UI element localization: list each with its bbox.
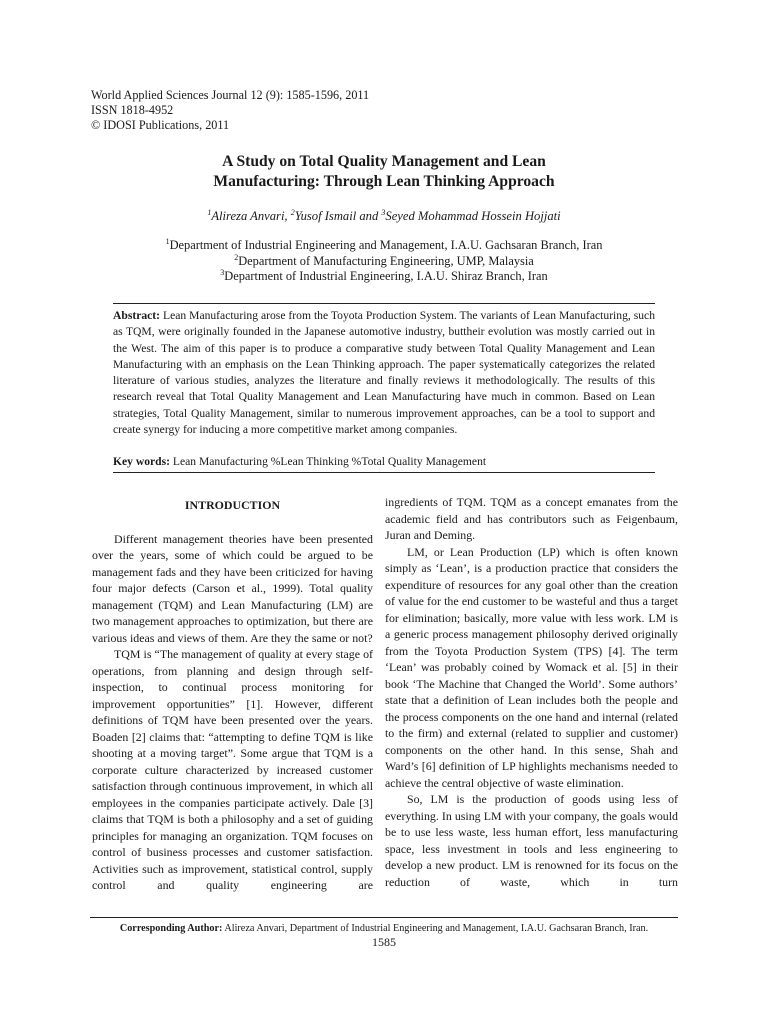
affiliation-2-text: Department of Manufacturing Engineering, UMP, Malaysia bbox=[238, 253, 534, 268]
paragraph: ingredients of TQM. TQM as a concept emanates from the academic field and has contributors such as Feigenbaum, Juran and Deming. bbox=[385, 495, 678, 542]
journal-issn: ISSN 1818-4952 bbox=[91, 103, 174, 117]
paper-title bbox=[100, 152, 668, 192]
affiliation-1-text: Department of Industrial Engineering and Management, I.A.U. Gachsaran Branch, Iran bbox=[169, 238, 603, 252]
abstract-label: Abstract: bbox=[113, 309, 161, 322]
affiliation-3-text: Department of Industrial Engineering, I.A.U. Shiraz Branch, Iran bbox=[224, 269, 548, 283]
affiliation-list bbox=[100, 238, 668, 285]
title-block bbox=[100, 152, 668, 285]
right-column bbox=[385, 494, 678, 890]
author-2-sup: 2 bbox=[290, 208, 295, 217]
corresponding-author bbox=[90, 922, 678, 935]
paragraph: Different management theories have been presented over the years, some of which could be argued to be management fads and they have been criticized for having four major defects (Carson et al., 1999). Total quality management (TQM) and Lean Manufacturing (LM) are two management approaches to optimization, but there are various ideas and views of them. Are they the same or not? bbox=[92, 531, 373, 645]
affiliation-1 bbox=[100, 238, 668, 254]
paragraph: TQM is “The management of quality at every stage of operations, from planning and design through self-inspection, to continual process monitoring for improvement opportunities” [1]. However, different definitions of TQM have been presented over the years. Boaden [2] claims that: “attempting to define TQM is like shooting at a moving target”. Some argue that TQM is a corporate culture characterized by increased customer satisfaction through continuous improvement, in which all employees in the companies participate actively. Dale [3] claims that TQM is both a philosophy and a set of guiding principles for managing an organization. TQM focuses on control of business processes and customer satisfaction. Activities such as improvement, statistical control, supply control and quality engineering are bbox=[92, 647, 373, 892]
author-1: Alireza Anvari, bbox=[211, 209, 291, 223]
journal-citation: World Applied Sciences Journal 12 (9): 1585-1596, 2011 bbox=[91, 88, 370, 102]
corresponding-author-text: Alireza Anvari, Department of Industrial Engineering and Management, I.A.U. Gachsaran Branch, Iran. bbox=[222, 923, 649, 934]
author-3: Seyed Mohammad Hossein Hojjati bbox=[385, 209, 561, 223]
keywords-label: Key words: bbox=[113, 455, 170, 469]
left-column bbox=[92, 497, 373, 894]
affiliation-3 bbox=[100, 269, 668, 285]
paper-title-line-2: Manufacturing: Through Lean Thinking Approach bbox=[213, 173, 555, 190]
author-3-sup: 3 bbox=[381, 208, 386, 217]
author-list bbox=[100, 208, 668, 224]
paragraph: So, LM is the production of goods using less of everything. In using LM with your company, the goals would be to use less waste, less human effort, less manufacturing space, less investment in tools and less engineering to develop a new product. LM is renowned for its focus on the reduction of waste, which in turn bbox=[385, 792, 678, 889]
paper-title-line-1: A Study on Total Quality Management and Lean bbox=[222, 153, 546, 170]
page-number: 1585 bbox=[372, 935, 396, 949]
affiliation-1-sup: 1 bbox=[165, 237, 170, 246]
corresponding-author-label: Corresponding Author: bbox=[119, 923, 223, 934]
keywords bbox=[113, 454, 655, 473]
keywords-text: Lean Manufacturing %Lean Thinking %Total Quality Management bbox=[170, 455, 487, 469]
paragraph: LM, or Lean Production (LP) which is often known simply as ‘Lean’, is a production practice that considers the expenditure of resources for any goal other than the creation of value for the end customer to be wasteful and thus a target for elimination; basically, more value with less work. LM is a generic process management philosophy derived originally from the Toyota Production System (TPS) [4]. The term ‘Lean’ was probably coined by Womack et al. [5] in their book ‘The Machine that Changed the World’. Some authors’ state that a definition of Lean includes both the people and the process components on the one hand and internal (related to the firm) and external (related to supplier and customer) components on the other hand. In this sense, Shah and Ward’s [6] definition of LP highlights mechanisms needed to achieve the central objective of waste elimination. bbox=[385, 544, 678, 790]
abstract-body: Lean Manufacturing arose from the Toyota Production System. The variants of Lean Manufacturing, such as TQM, were originally founded in the Japanese automotive industry, buttheir evolution was mostly carried out in the West. The aim of this paper is to produce a comparative study between Total Quality Management and Lean Manufacturing with an emphasis on the Lean Thinking approach. The paper systematically categorizes the related literature of various studies, analyzes the literature and finally reviews it methodologically. The results of this research reveal that Total Quality Management and Lean Manufacturing have much in common. Based on Lean strategies, Total Quality Management, similar to numerous improvement approaches, can be a tool to support and create synergy for inducing a more competitive market among companies. bbox=[113, 309, 655, 437]
section-heading-introduction: INTRODUCTION bbox=[184, 498, 281, 512]
page-footer bbox=[90, 917, 678, 949]
affiliation-3-sup: 3 bbox=[220, 268, 225, 277]
abstract-section bbox=[113, 303, 655, 473]
author-1-sup: 1 bbox=[207, 208, 212, 217]
journal-header bbox=[91, 88, 369, 133]
abstract bbox=[113, 308, 655, 438]
affiliation-2 bbox=[100, 254, 668, 270]
author-2: Yusof Ismail and bbox=[294, 209, 382, 223]
affiliation-2-sup: 2 bbox=[234, 252, 239, 262]
journal-publisher: © IDOSI Publications, 2011 bbox=[91, 118, 230, 132]
